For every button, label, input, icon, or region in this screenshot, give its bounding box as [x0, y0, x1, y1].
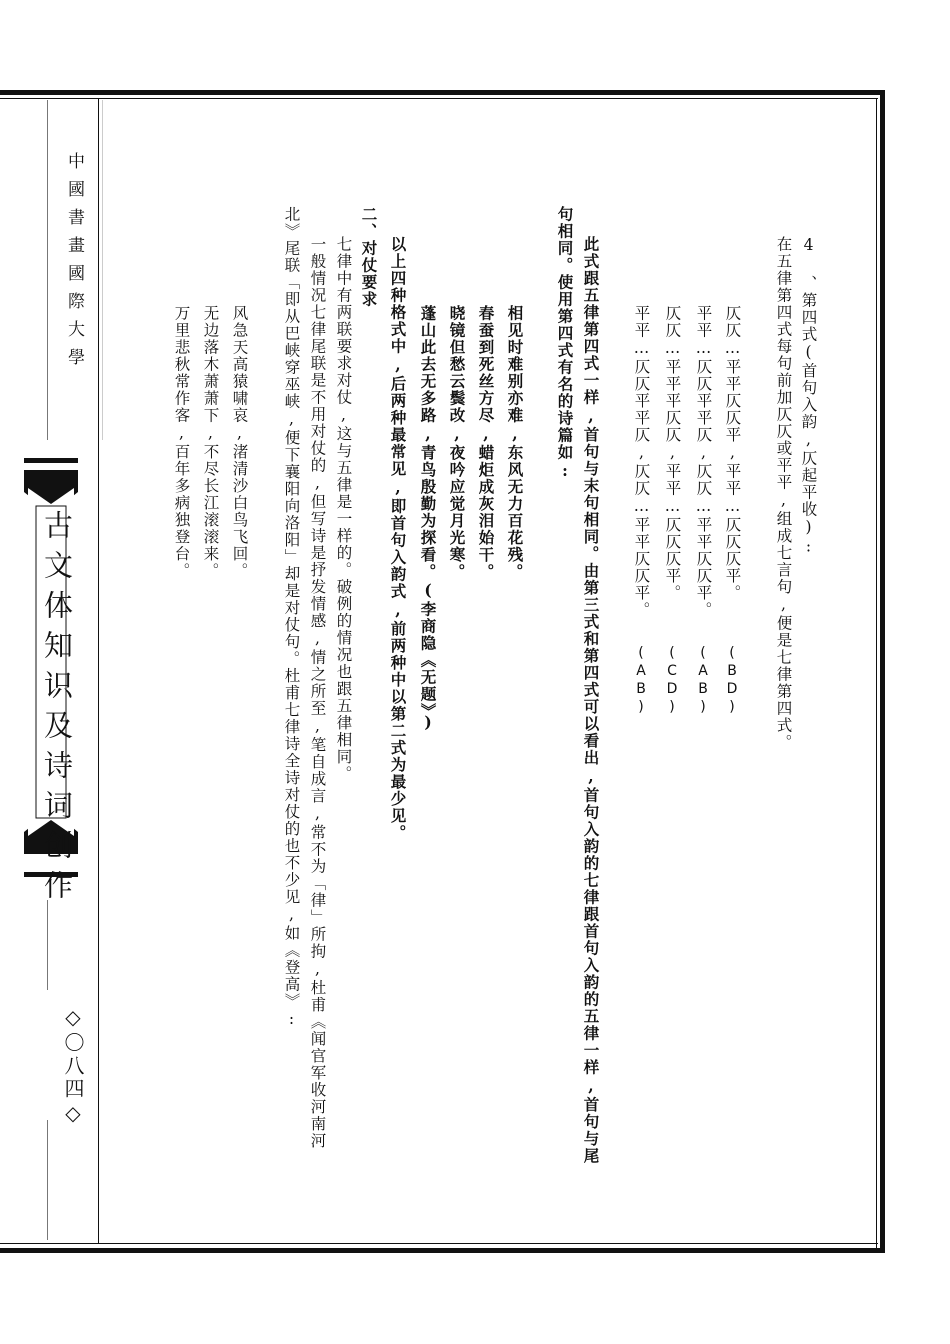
poem-2-line-1: 风急天高猿啸哀,渚清沙白鸟飞回。	[230, 305, 249, 580]
frame-right-inner-line	[876, 98, 877, 1248]
frame-bottom-inner-line	[0, 1243, 878, 1244]
sidebar-rule-lower	[47, 1120, 48, 1240]
frame-top-inner-line	[0, 98, 878, 99]
paragraph-1-line-1: 此式跟五律第四式一样,首句与末句相同。由第三式和第四式可以看出,首句入韵的七律跟首句入韵的五律一样,首句与尾	[581, 236, 601, 1165]
frame-top-border	[0, 90, 885, 95]
poem-2-line-2: 无边落木萧萧下,不尽长江滚滚来。	[201, 305, 220, 580]
poem-1-line-4: 蓬山此去无多路,青鸟殷勤为探看。(李商隐《无题》)	[418, 305, 438, 733]
frame-right-border	[880, 90, 885, 1253]
banner-top-bar	[24, 458, 78, 463]
pattern-line-1: 仄仄…平平仄仄平,平平…仄仄仄平。	[723, 305, 742, 602]
sidebar-divider	[98, 99, 99, 1243]
intro-paragraph: 在五律第四式每句前加仄仄或平平,组成七言句,便是七律第四式。	[774, 236, 793, 751]
poem-1-line-3: 晓镜但愁云鬓改,夜吟应觉月光寒。	[447, 305, 467, 581]
paragraph-1-line-2: 句相同。使用第四式有名的诗篇如:	[555, 206, 575, 482]
sidebar-rule-mid	[47, 900, 48, 990]
book-title: 古文体知识及诗词创作	[40, 510, 74, 910]
pattern-tag-3: (CD)	[664, 645, 680, 717]
page-number: ◇〇八四◇	[61, 1005, 85, 1128]
paragraph-3-line-2: 北》尾联「即从巴峡穿巫峡,便下襄阳向洛阳」却是对仗句。杜甫七律诗全诗对仗的也不少见,如《登高》:	[282, 206, 301, 1030]
sidebar-rule-upper	[47, 100, 48, 440]
paragraph-2: 七律中有两联要求对仗,这与五律是一样的。破例的情况也跟五律相同。	[334, 236, 353, 783]
sidebar-rule-upper-right	[102, 100, 103, 440]
paragraph-3-line-1: 一般情况七律尾联是不用对仗的,但写诗是抒发情感,情之所至,笔自成言,常不为「律」所拘,杜甫《闻官军收河南河	[308, 236, 327, 1150]
series-title: 中國書畫國際大學	[64, 152, 84, 376]
poem-1-line-2: 春蚕到死丝方尽,蜡炬成灰泪始干。	[476, 305, 496, 581]
heading-fourth-pattern: 4 、第四式(首句入韵,仄起平收):	[799, 236, 818, 557]
pattern-tag-4: (AB)	[633, 645, 649, 717]
summary-paragraph: 以上四种格式中,后两种最常见,即首句入韵式,前两种中以第二式为最少见。	[388, 236, 408, 842]
frame-bottom-border	[0, 1248, 885, 1253]
pattern-line-2: 平平…仄仄平平仄,仄仄…平平仄仄平。	[694, 305, 713, 619]
section-heading-2: 二、对仗要求	[359, 206, 379, 308]
pattern-tag-1: (BD)	[724, 645, 740, 717]
poem-1-line-1: 相见时难别亦难,东风无力百花残。	[505, 305, 525, 581]
pattern-line-4: 平平…仄仄平平仄,仄仄…平平仄仄平。	[632, 305, 651, 619]
poem-2-line-3: 万里悲秋常作客,百年多病独登台。	[172, 305, 191, 580]
pattern-line-3: 仄仄…平平平仄仄,平平…仄仄仄平。	[663, 305, 682, 602]
pattern-tag-2: (AB)	[695, 645, 711, 717]
